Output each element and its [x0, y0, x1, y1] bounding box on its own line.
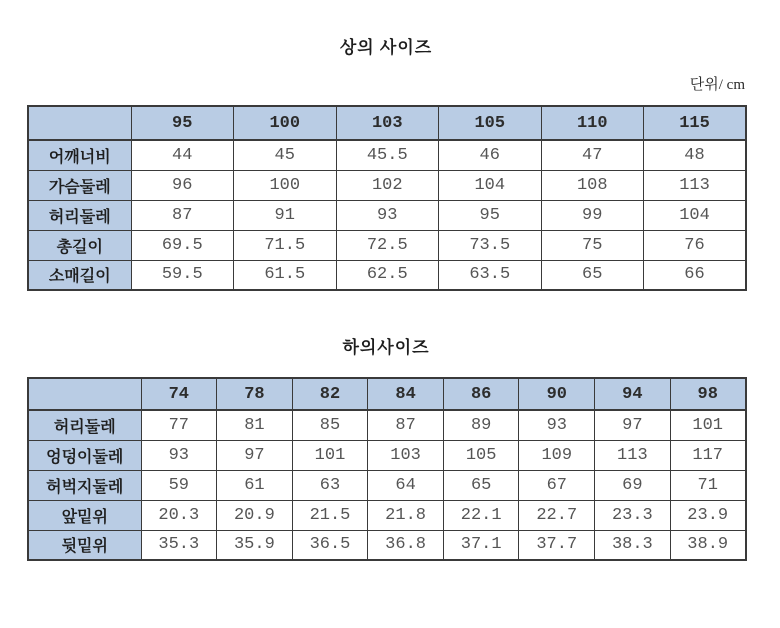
measurement-row: [28, 260, 746, 290]
size-header-row: [28, 378, 746, 410]
size-value-cell: 62.5: [336, 260, 439, 290]
size-value-cell: 23.3: [595, 500, 671, 530]
size-column-header: 78: [217, 378, 293, 410]
size-value-cell: 89: [443, 410, 519, 440]
size-value-cell: 81: [217, 410, 293, 440]
bottom-size-table: [27, 377, 747, 561]
unit-label: 단위/ cm: [689, 77, 745, 93]
size-value-cell: 97: [595, 410, 671, 440]
size-value-cell: 97: [217, 440, 293, 470]
top-size-table-title: 상의 사이즈: [339, 38, 433, 57]
measurement-label: 소매길이: [28, 260, 131, 290]
size-column-header: 84: [368, 378, 444, 410]
size-value-cell: 21.8: [368, 500, 444, 530]
size-value-cell: 45: [234, 140, 337, 170]
top-size-table: [27, 105, 747, 291]
measurement-row: [28, 500, 746, 530]
size-column-header: 98: [670, 378, 746, 410]
size-value-cell: 64: [368, 470, 444, 500]
size-value-cell: 113: [644, 170, 747, 200]
size-value-cell: 113: [595, 440, 671, 470]
measurement-label: 허리둘레: [28, 410, 141, 440]
size-value-cell: 71.5: [234, 230, 337, 260]
size-value-cell: 63.5: [439, 260, 542, 290]
size-value-cell: 108: [541, 170, 644, 200]
size-value-cell: 100: [234, 170, 337, 200]
measurement-label: 가슴둘레: [28, 170, 131, 200]
size-value-cell: 35.3: [141, 530, 217, 560]
size-value-cell: 102: [336, 170, 439, 200]
size-value-cell: 38.3: [595, 530, 671, 560]
size-value-cell: 38.9: [670, 530, 746, 560]
measurement-row: [28, 230, 746, 260]
size-value-cell: 61.5: [234, 260, 337, 290]
size-column-header: 86: [443, 378, 519, 410]
size-column-header: 110: [541, 106, 644, 140]
corner-cell: [28, 378, 141, 410]
size-value-cell: 69: [595, 470, 671, 500]
size-value-cell: 95: [439, 200, 542, 230]
size-column-header: 94: [595, 378, 671, 410]
size-value-cell: 104: [644, 200, 747, 230]
measurement-row: [28, 410, 746, 440]
size-value-cell: 77: [141, 410, 217, 440]
size-value-cell: 36.5: [292, 530, 368, 560]
size-value-cell: 65: [443, 470, 519, 500]
size-column-header: 82: [292, 378, 368, 410]
size-value-cell: 23.9: [670, 500, 746, 530]
size-value-cell: 37.1: [443, 530, 519, 560]
size-value-cell: 36.8: [368, 530, 444, 560]
size-chart-page: [27, 0, 745, 561]
bottom-size-table-title: 하의사이즈: [342, 338, 430, 357]
size-value-cell: 20.9: [217, 500, 293, 530]
size-column-header: 105: [439, 106, 542, 140]
measurement-row: [28, 140, 746, 170]
size-value-cell: 99: [541, 200, 644, 230]
measurement-label: 뒷밑위: [28, 530, 141, 560]
size-value-cell: 85: [292, 410, 368, 440]
size-value-cell: 45.5: [336, 140, 439, 170]
measurement-label: 허리둘레: [28, 200, 131, 230]
corner-cell: [28, 106, 131, 140]
size-value-cell: 101: [670, 410, 746, 440]
size-value-cell: 93: [141, 440, 217, 470]
size-value-cell: 93: [519, 410, 595, 440]
measurement-label: 어깨너비: [28, 140, 131, 170]
measurement-row: [28, 470, 746, 500]
measurement-label: 앞밑위: [28, 500, 141, 530]
size-column-header: 74: [141, 378, 217, 410]
size-value-cell: 65: [541, 260, 644, 290]
size-value-cell: 21.5: [292, 500, 368, 530]
size-column-header: 103: [336, 106, 439, 140]
size-value-cell: 93: [336, 200, 439, 230]
size-value-cell: 73.5: [439, 230, 542, 260]
size-value-cell: 76: [644, 230, 747, 260]
size-value-cell: 72.5: [336, 230, 439, 260]
size-value-cell: 104: [439, 170, 542, 200]
size-value-cell: 22.7: [519, 500, 595, 530]
size-column-header: 95: [131, 106, 234, 140]
measurement-label: 허벅지둘레: [28, 470, 141, 500]
size-value-cell: 35.9: [217, 530, 293, 560]
size-value-cell: 66: [644, 260, 747, 290]
size-value-cell: 87: [131, 200, 234, 230]
size-value-cell: 37.7: [519, 530, 595, 560]
size-value-cell: 71: [670, 470, 746, 500]
size-value-cell: 47: [541, 140, 644, 170]
size-value-cell: 63: [292, 470, 368, 500]
size-value-cell: 101: [292, 440, 368, 470]
measurement-label: 엉덩이둘레: [28, 440, 141, 470]
size-value-cell: 59: [141, 470, 217, 500]
size-column-header: 115: [644, 106, 747, 140]
size-value-cell: 105: [443, 440, 519, 470]
size-value-cell: 44: [131, 140, 234, 170]
measurement-label: 총길이: [28, 230, 131, 260]
size-column-header: 100: [234, 106, 337, 140]
size-value-cell: 75: [541, 230, 644, 260]
size-value-cell: 20.3: [141, 500, 217, 530]
size-value-cell: 48: [644, 140, 747, 170]
size-value-cell: 22.1: [443, 500, 519, 530]
size-header-row: [28, 106, 746, 140]
measurement-row: [28, 440, 746, 470]
size-value-cell: 103: [368, 440, 444, 470]
size-value-cell: 117: [670, 440, 746, 470]
size-value-cell: 87: [368, 410, 444, 440]
size-column-header: 90: [519, 378, 595, 410]
size-value-cell: 61: [217, 470, 293, 500]
size-value-cell: 91: [234, 200, 337, 230]
size-value-cell: 96: [131, 170, 234, 200]
size-value-cell: 109: [519, 440, 595, 470]
size-value-cell: 69.5: [131, 230, 234, 260]
size-value-cell: 59.5: [131, 260, 234, 290]
size-value-cell: 67: [519, 470, 595, 500]
measurement-row: [28, 170, 746, 200]
size-value-cell: 46: [439, 140, 542, 170]
measurement-row: [28, 200, 746, 230]
measurement-row: [28, 530, 746, 560]
